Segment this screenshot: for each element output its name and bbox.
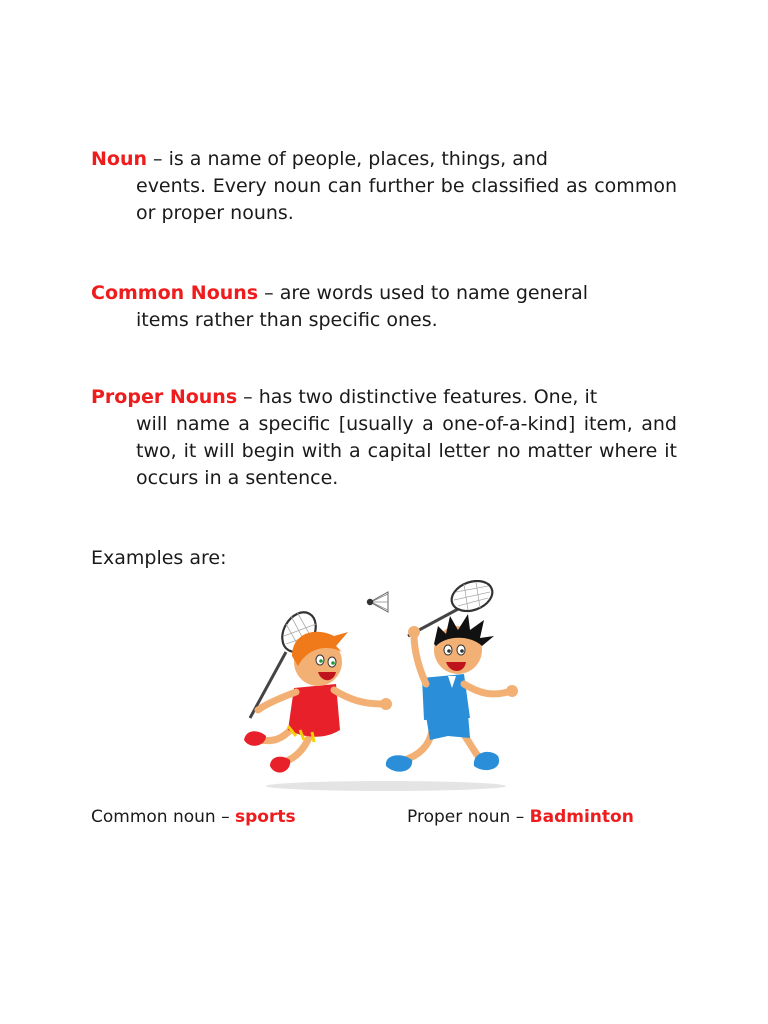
definition-continuation: will name a specific [usually a one-of-a-kind] item, and two, it will begin with a capital letter no matter where it occurs in a sentence. bbox=[136, 413, 677, 489]
definition-noun bbox=[91, 146, 677, 227]
caption-label: Proper noun – bbox=[407, 807, 530, 827]
definition-text: – is a name of people, places, things, and bbox=[147, 148, 548, 170]
definition-continuation: events. Every noun can further be classified as common or proper nouns. bbox=[136, 175, 677, 224]
boy-player bbox=[386, 580, 518, 772]
girl-player bbox=[244, 606, 392, 772]
definition-continuation: items rather than specific ones. bbox=[136, 309, 438, 331]
definition-common-nouns bbox=[91, 280, 677, 334]
definition-term: Noun bbox=[91, 148, 148, 170]
shuttlecock-icon bbox=[367, 592, 388, 612]
caption-label: Common noun – bbox=[91, 807, 236, 827]
definition-first-line bbox=[91, 384, 677, 411]
definition-term: Proper Nouns bbox=[91, 386, 238, 408]
definition-proper-nouns bbox=[91, 384, 677, 492]
examples-heading: Examples are: bbox=[91, 547, 227, 569]
definition-text: – has two distinctive features. One, it bbox=[237, 386, 598, 408]
badminton-players-illustration bbox=[236, 580, 536, 792]
caption-proper-noun bbox=[407, 805, 634, 829]
definition-first-line bbox=[91, 280, 677, 307]
definition-term: Common Nouns bbox=[91, 282, 259, 304]
caption-common-noun bbox=[91, 805, 296, 829]
definition-text: – are words used to name general bbox=[258, 282, 589, 304]
definition-first-line bbox=[91, 146, 677, 173]
caption-value: Badminton bbox=[529, 807, 634, 827]
caption-value: sports bbox=[235, 807, 296, 827]
